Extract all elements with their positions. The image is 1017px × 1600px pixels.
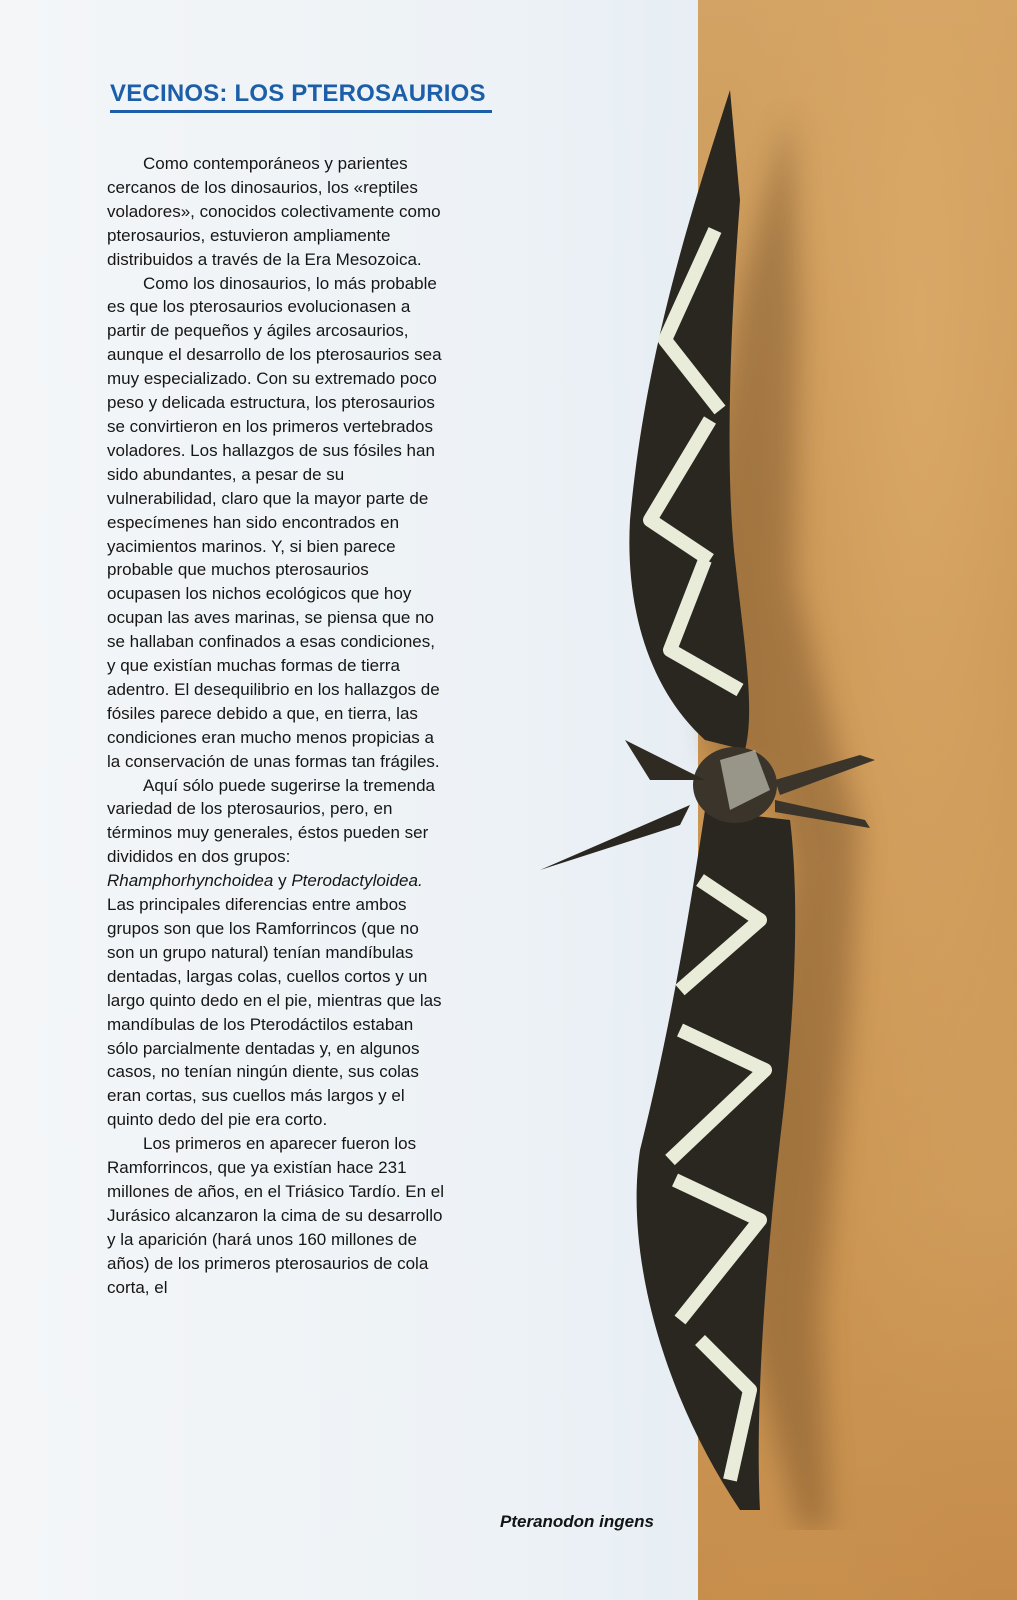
paragraph-3 [107, 774, 447, 1133]
paragraph-2: Como los dinosaurios, lo más probable es que los pterosaurios evolucionasen a partir de pequeños y ágiles arcosaurios, aunque el desarrollo de los pterosaurios sea muy especializado. Con su extremado poco peso y delicada estructura, los pterosaurios se convirtieron en los primeros vertebrados voladores. Los hallazgos de sus fósiles han sido abundantes, a pesar de su vulnerabilidad, claro que la mayor parte de especímenes han sido encontrados en yacimientos marinos. Y, si bien parece probable que muchos pterosaurios ocupasen los nichos ecológicos que hoy ocupan las aves marinas, se piensa que no se hallaban confinados a esas condiciones, y que existían muchas formas de tierra adentro. El desequilibrio en los hallazgos de fósiles parece debido a que, en tierra, las condiciones eran mucho menos propicias a la conservación de unas formas tan frágiles. [107, 273, 442, 771]
illustration-caption: Pteranodon ingens [500, 1512, 654, 1531]
article-body [107, 152, 447, 1300]
paragraph-3-rest: Las principales diferencias entre ambos grupos son que los Ramforrincos (que no son un grupo natural) tenían mandíbulas dentadas, largas colas, cuellos cortos y un largo quinto dedo en el pie, mientras que las mandíbulas de los Pterodáctilos estaban sólo parcialmente dentadas y, en algunos casos, no tenían ningún diente, sus colas eran cortas, sus cuellos más largos y el quinto dedo del pie era corto. [107, 895, 442, 1130]
group-name-pterodactyloidea: Pterodactyloidea. [291, 871, 423, 891]
title-underline [110, 110, 492, 113]
paragraph-3-conjunction: y [278, 871, 287, 891]
paragraph-4: Los primeros en aparecer fueron los Ramforrincos, que ya existían hace 231 millones de años, en el Triásico Tardío. En el Jurásico alcanzaron la cima de su desarrollo y la aparición (hará unos 160 millones de años) de los primeros pterosaurios de cola corta, el [107, 1134, 445, 1297]
pteranodon-illustration [530, 90, 910, 1530]
paragraph-1: Como contemporáneos y parientes cercanos de los dinosaurios, los «reptiles voladores», conocidos colectivamente como pterosaurios, estuvieron ampliamente distribuidos a través de la Era Mesozoica. [107, 154, 441, 269]
paragraph-3-intro: Aquí sólo puede sugerirse la tremenda variedad de los pterosaurios, pero, en términos muy generales, éstos pueden ser divididos en dos grupos: [107, 775, 436, 867]
group-name-rhamphorhynchoidea: Rhamphorhynchoidea [107, 871, 274, 891]
article-title: VECINOS: LOS PTEROSAURIOS [110, 80, 486, 107]
